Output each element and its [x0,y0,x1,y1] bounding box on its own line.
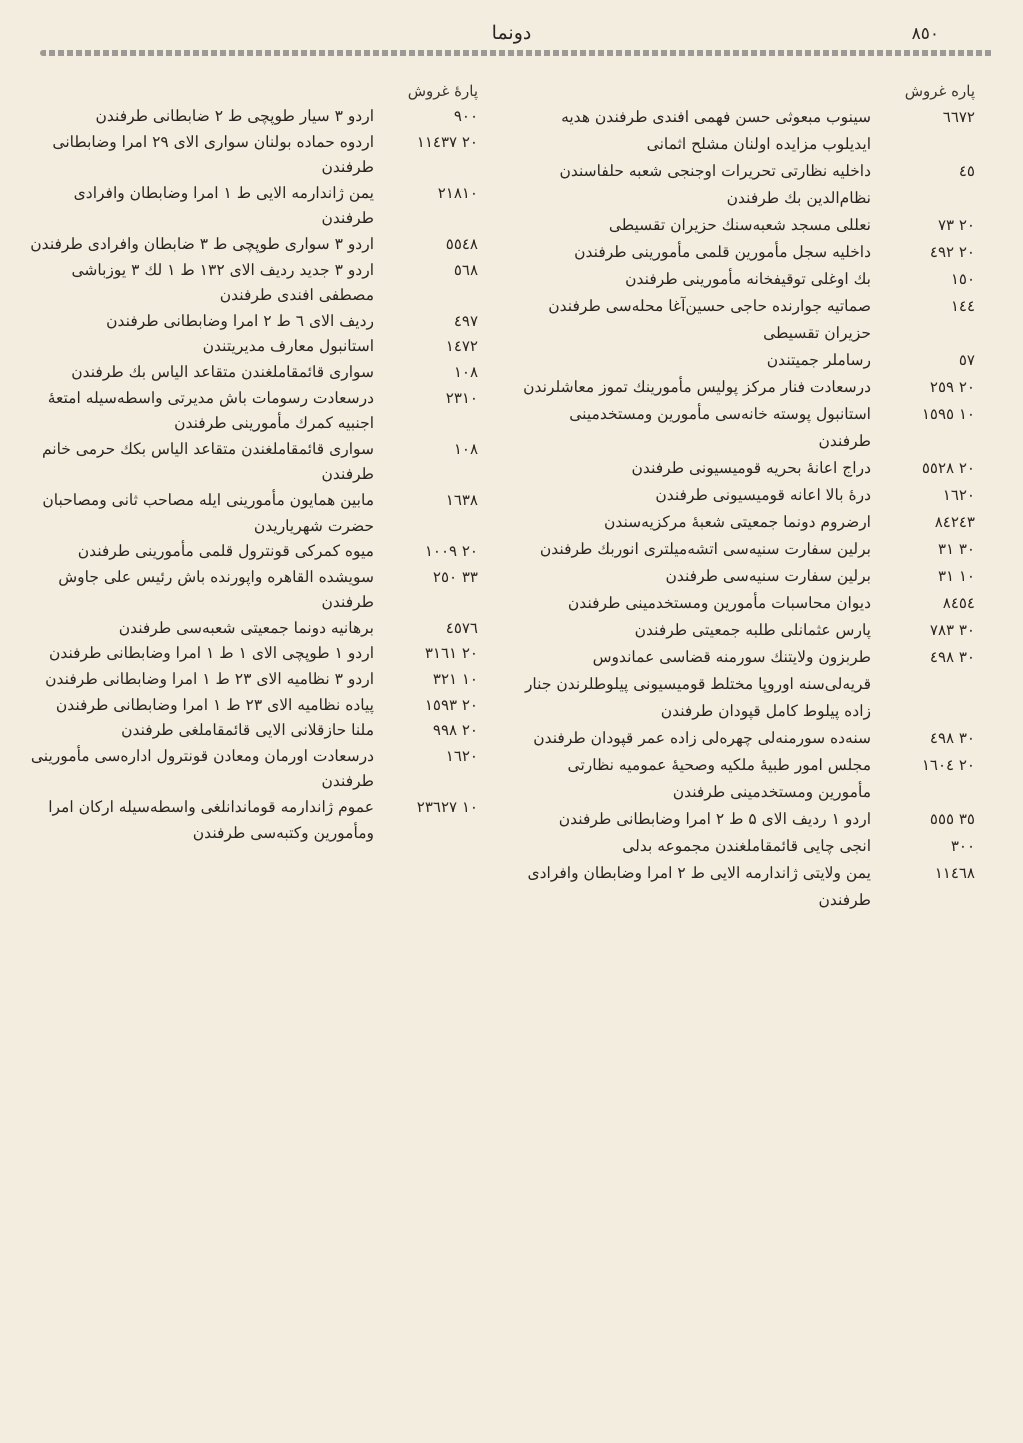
entry-amount: ١٦٢٠ [942,486,975,504]
ledger-entry [23,181,478,232]
entry-text: برهانیه دونما جمعیتی شعبه‌سی طرفندن [118,618,374,637]
entry-amount: ٥٦٨ [453,260,478,279]
entry-amount: ١٠٨ [453,362,478,381]
entry-amount: ٨٤٥٤ [942,594,975,612]
entry-amount: ١٠٨ [453,439,478,458]
entry-amount: ١٥٠ [950,270,975,288]
entry-text: ملنا حازقلانی الایی قائمقاملغی طرفندن [121,721,374,740]
entry-text: استانبول پوسته خانه‌سی مأمورین ومستخدمینی طرفندن [569,405,871,450]
entry-text: مجلس امور طبیهٔ ملکیه وصحیهٔ عمومیه نظارتی مأمورین ومستخدمینی طرفندن [567,756,871,801]
ledger-entry [520,455,975,482]
ledger-entry [520,482,975,509]
entry-text: پیاده نظامیه الای ۲۳ ط ۱ امرا وضابطانی طرفندن [55,695,374,714]
ledger-entry [23,641,478,667]
ledger-entry [520,833,975,860]
ledger-entry [23,539,478,565]
entry-amount: ٢٠ ١٦٠٤ [921,756,975,774]
entry-text: یمن ولایتی ژاندارمه الایی ط ۲ امرا وضابطان وافرادی طرفندن [527,864,871,909]
entry-text: اردو ۳ نظامیه الای ۲۳ ط ۱ امرا وضابطانی طرفندن [45,670,374,689]
ledger-entry [23,667,478,693]
entry-amount: ٢٠ ٥٥٢٨ [921,459,975,477]
ledger-entry [23,258,478,309]
entry-amount: ٢٠ ١١٤٣٧ [416,132,478,151]
left-column [23,78,478,1403]
ledger-entry [520,590,975,617]
ledger-entry [520,212,975,239]
entry-text: یمن ژاندارمه الایی ط ۱ امرا وضابطان وافرادی طرفندن [73,183,374,228]
entry-text: نعللی مسجد شعبه‌سنك حزیران تقسیطی [608,216,871,234]
entry-amount: ٣٠٠ [950,837,975,855]
ledger-entry [23,386,478,437]
entry-amount: ١٦٢٠ [445,746,478,765]
entry-text: درسعادت رسومات باش مدیرتی واسطه‌سیله امتعهٔ اجنبیه کمرك مأمورینی طرفندن [47,388,374,433]
entry-text: اردو ۳ سیار طوپچی ط ۲ ضابطانی طرفندن [95,107,374,125]
ledger-entry [520,104,975,158]
entry-text: مابین همایون مأمورینی ایله مصاحب ثانی ومصاحبان حضرت شهریاریدن [42,490,374,535]
entry-text: سواری قائمقاملغندن متقاعد الیاس بکك حرمی خانم طرفندن [41,439,374,484]
entry-text: اردو ۳ سواری طوپچی ط ۳ ضابطان وافرادی طرفندن [30,234,374,253]
entry-text: رساملر جمیتندن [766,351,871,369]
ledger-entry [520,374,975,401]
entry-text: بك اوغلی توقیفخانه مأمورینی طرفندن [625,270,871,288]
entry-amount: ٣٠ ٤٩٨ [929,729,975,747]
entry-amount: ٩٠٠ [453,107,478,125]
entry-amount: ٢١٨١٠ [437,183,478,202]
page-header [60,22,963,50]
entry-text: درسعادت اورمان ومعادن قونترول اداره‌سی مأمورینی طرفندن [30,746,374,791]
entry-text: داخلیه نظارتی تحریرات اوجنجی شعبه حلفاسندن نظام‌الدین بك طرفندن [559,162,871,207]
entry-amount: ٦٦٧٢ [942,108,975,126]
entry-amount: ١٤٤ [950,297,975,315]
entry-amount: ٣٥ ٥٥٥ [929,810,975,828]
entry-amount: ٣٠ ٧٨٣ [929,621,975,639]
ledger-entry [23,718,478,744]
ledger-entry [520,158,975,212]
ledger-entry [23,334,478,360]
entry-text: سویشده القاهره واپورنده باش رئیس علی جاوش طرفندن [58,567,374,612]
entry-text: ارضروم دونما جمعیتی شعبهٔ مرکزیه‌سندن [603,513,871,531]
entry-amount: ٣٠ ٤٩٨ [929,648,975,666]
entry-text: استانبول معارف مدیریتندن [202,337,374,356]
ledger-entry [520,239,975,266]
entry-text: انجی چایی قائمقاملغندن مجموعه بدلی [622,837,871,855]
ledger-entry [23,488,478,539]
ledger-entry [520,401,975,455]
entry-text: داخلیه سجل مأمورین قلمی مأمورینی طرفندن [574,243,871,261]
entry-text: طربزون ولایتنك سورمنه قضاسی عماندوس قریه‌لی‌سنه اوروپا مختلط قومیسیونی پیلوطلرندن جنار زاده پیلوط کامل قپودان طرفندن [524,648,871,720]
entry-amount: ٢٠ ٢٥٩ [929,378,975,396]
entry-amount: ١٦٣٨ [445,490,478,509]
entry-text: میوه کمرکی قونترول قلمی مأمورینی طرفندن [77,542,374,561]
entry-amount: ١٠ ٣٢١ [432,670,478,689]
entry-amount: ٢٠ ١٥٩٣ [424,695,478,714]
entry-amount: ٣٣ ٢٥٠ [432,567,478,586]
entry-amount: ٤٩٧ [453,311,478,330]
right-column [520,78,975,1403]
ledger-entry [23,360,478,386]
entry-text: اردو ۱ طوپچی الای ۱ ط ۱ امرا وضابطانی طرفندن [48,644,374,663]
entry-text: صماتیه جوارنده حاجی حسین‌آغا محله‌سی طرفندن حزیران تقسیطی [548,297,871,342]
ledger-entry [520,644,975,725]
ledger-entry [520,725,975,752]
entry-amount: ٢٠ ٩٩٨ [432,721,478,740]
entry-amount: ٣٠ ٣١ [937,540,975,558]
entry-text: سواری قائمقاملغندن متقاعد الیاس بك طرفندن [71,362,374,381]
entry-text: پارس عثمانلی طلبه جمعیتی طرفندن [634,621,871,639]
ledger-entry [23,616,478,642]
entry-amount: ٢٠ ٧٣ [937,216,975,234]
ledger-entry [23,795,478,846]
ledger-entry [23,130,478,181]
ledger-entry [520,509,975,536]
ledger-entry [23,309,478,335]
entry-amount: ٤٥ [958,162,975,180]
ledger-entry [520,293,975,347]
ledger-entry [520,347,975,374]
entry-text: اردو ۱ ردیف الای ۵ ط ۲ امرا وضابطانی طرفندن [558,810,871,828]
entry-amount: ٢٣١٠ [445,388,478,407]
header-rule [40,50,993,56]
ledger-entry [23,744,478,795]
entry-amount: ١٠ ١٥٩٥ [921,405,975,423]
ledger-entry [520,752,975,806]
column-heading: پاره غروش [904,82,975,100]
entry-text: برلین سفارت سنیه‌سی اتشه‌میلتری انوربك طرفندن [539,540,871,558]
entry-amount: ٢٠ ٣١٦١ [424,644,478,663]
ledger-entry [520,617,975,644]
ledger-entry [520,536,975,563]
ledger-entry [520,266,975,293]
entry-text: درسعادت فنار مرکز پولیس مأمورینك تموز معاشلرندن [523,378,871,396]
entry-amount: ٤٥٧٦ [445,618,478,637]
page-number: ٨٥٠ [911,24,939,44]
entry-text: سنه‌ده سورمنه‌لی چهره‌لی زاده عمر قپودان طرفندن [533,729,871,747]
running-title: دونما [491,22,532,44]
entry-text: ردیف الای ٦ ط ۲ امرا وضابطانی طرفندن [106,311,374,330]
ledger-entry [520,860,975,914]
ledger-entry [23,565,478,616]
entry-text: دراج اعانهٔ بحریه قومیسیونی طرفندن [631,459,871,477]
ledger-entry [520,563,975,590]
entry-text: اردوه حماده بولنان سواری الای ۲۹ امرا وضابطانی طرفندن [52,132,374,177]
entry-amount: ٢٠ ١٠٠٩ [424,542,478,561]
ledger-entry [23,693,478,719]
ledger-entry [520,806,975,833]
entry-amount: ٥٧ [958,351,975,369]
entry-amount: ١٠ ٢٣٦٢٧ [416,798,478,817]
entry-amount: ١١٤٦٨ [934,864,975,882]
column-heading: پارهٔ غروش [407,82,478,100]
ledger-entry [23,437,478,488]
entry-amount: ٨٤٢٤٣ [934,513,975,531]
entry-amount: ٥٥٤٨ [445,234,478,253]
entry-text: عموم ژاندارمه قوماندانلغی واسطه‌سیله ارکان امرا ومأمورین وکتبه‌سی طرفندن [48,798,374,842]
entry-amount: ١٠ ٣١ [937,567,975,585]
entry-text: دیوان محاسبات مأمورین ومستخدمینی طرفندن [567,594,871,612]
entry-text: سینوب مبعوثی حسن فهمی افندی طرفندن هدیه ایدیلوب مزایده اولنان مشلح اثمانی [561,108,871,153]
entry-amount: ٢٠ ٤٩٢ [929,243,975,261]
entry-text: برلین سفارت سنیه‌سی طرفندن [665,567,871,585]
ledger-entry [23,232,478,258]
entry-text: درهٔ بالا اعانه قومیسیونی طرفندن [655,486,871,504]
ledger-entry [23,104,478,130]
entry-amount: ١٤٧٢ [445,337,478,356]
entry-text: اردو ۳ جدید ردیف الای ۱۳۲ ط ۱ لك ۳ یوزباشی مصطفی افندی طرفندن [71,260,374,305]
